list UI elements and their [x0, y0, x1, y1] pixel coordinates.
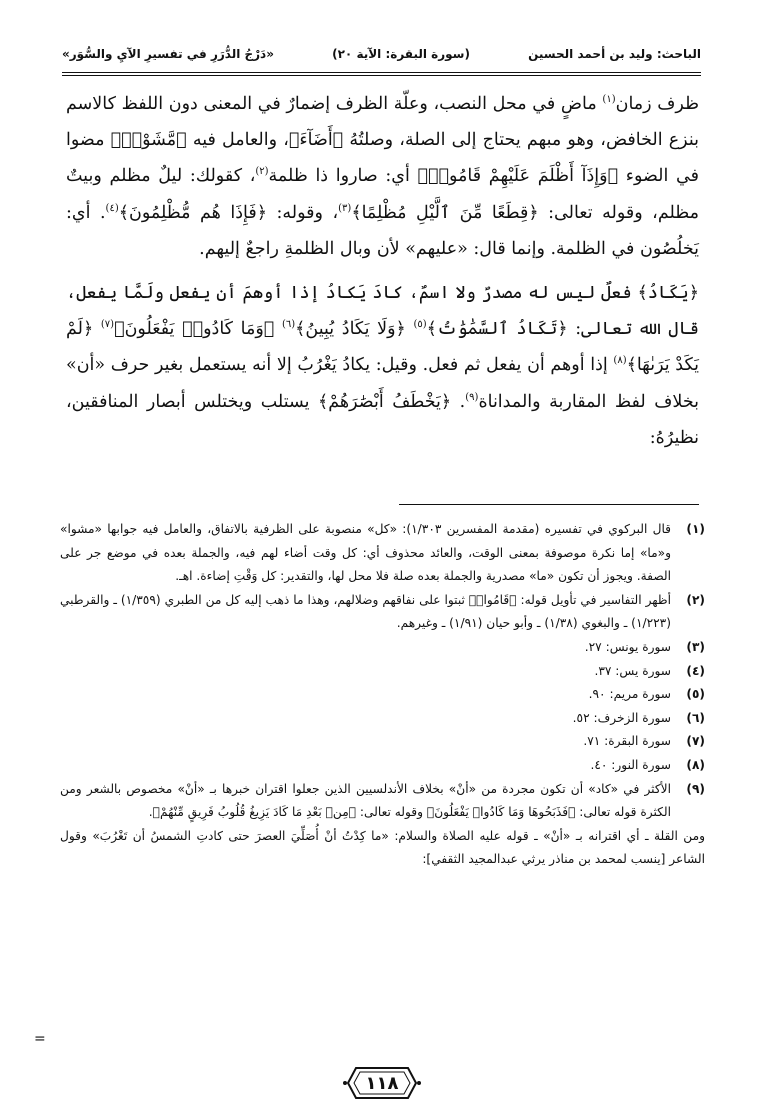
footnote: [60, 754, 705, 778]
footnote: [60, 730, 705, 754]
continuation-mark: =: [34, 1031, 46, 1047]
footnote-number: (٥): [686, 687, 705, 702]
footnote-ref-4[interactable]: (٤): [105, 202, 119, 214]
header-rule: [62, 72, 701, 76]
footnote-text: أظهر التفاسير في تأويل قوله: ﴿قَامُوا۟﴾ ثبتوا على نفاقهم وضلالهم، وهذا ما ذهب إليه كل من الطبري (١/٣٥٩) ـ والقرطبي (١/٢٢٣) ـ والبغوي (١/٣٨) ـ وأبو حيان (١/٩١) ـ وغيرهم.: [60, 592, 671, 631]
footnote: [60, 589, 705, 636]
footnote-divider: [399, 504, 699, 505]
footnote-text: سورة النور: ٤٠.: [590, 757, 671, 772]
footnote-text: الأكثر في «كاد» أن تكون مجردة من «أنْ» بخلاف الأندلسيين الذين جعلوا اقتران خبرها بـ «أنْ» مخصوص بالشعر ومن الكثرة قوله تعالى: ﴿فَذَبَحُوهَا وَمَا كَادُوا۟ يَفْعَلُونَ﴾ وقوله تعالى: ﴿مِنۢ بَعْدِ مَا كَادَ يَزِيغُ قُلُوبُ فَرِيقٍ مِّنْهُمْ﴾.: [60, 781, 671, 820]
footnote-text: سورة يونس: ٢٧.: [584, 639, 671, 654]
footnote-text: سورة الزخرف: ٥٢.: [572, 710, 671, 725]
footnote-number: (٤): [686, 663, 705, 678]
footnote-ref-2[interactable]: (٢): [255, 166, 269, 178]
footnote: [60, 636, 705, 660]
footnote-text: سورة مريم: ٩٠.: [588, 687, 671, 702]
footnote-ref-3[interactable]: (٣): [338, 202, 352, 214]
footnote: [60, 778, 705, 825]
footnote: [60, 518, 705, 589]
footnote-number: (٨): [686, 757, 705, 772]
footnote-ref-1[interactable]: (١): [602, 94, 616, 106]
footnote-text: قال البركوي في تفسيره (مقدمة المفسرين ١/٣٠٣): «كل» منصوبة على الظرفية بالاتفاق، والعامل فيه جوابها «مشوا» و«ما» إما نكرة موصوفة بمعنى الوقت، والعائد محذوف أي: كل وقت أضاء لهم فيه، والجملة بعده في موضع جر على الصفة. ويجوز أن تكون «ما» مصدرية والجملة بعده صلة فلا محل لها، والتقدير: كل وَقْتِ إضاءة. اهـ.: [60, 522, 671, 584]
footnote-text: سورة يس: ٣٧.: [594, 663, 671, 678]
paragraph-1: ظرف زمان$^{(١)}$ ماضٍ في محل النصب، وعلّة الظرف إضمارٌ في المعنى دون اللفظ كالاسم بنزع الخافض، وهو مبهم يحتاج إلى الصلة، وصلتُهُ ﴿أَضَآءَ﴾، والعامل فيه ﴿مَّشَوْا۟﴾ مضوا في الضوء ﴿وَإِذَآ أَظْلَمَ عَلَيْهِمْ قَامُوا۟﴾ أي: صاروا ذا ظلمة$^{(٢)}$، كقولك: ليلٌ مظلم وبيتٌ مظلم، وقوله تعالى: ﴿قِطَعًا مِّنَ ٱلَّيْلِ مُظْلِمًا﴾$^{(٣)}$، وقوله: ﴿فَإِذَا هُم مُّظْلِمُونَ﴾$^{(٤)}$. أي: يَخلُصُون في الظلمة. وإنما قال: «عليهم» لأن وبال الظلمةِ راجعٌ إليهم.: [66, 94, 700, 259]
footnote-number: (٩): [686, 781, 705, 796]
footnote-text: سورة البقرة: ٧١.: [583, 734, 671, 749]
footnote-ref-9[interactable]: (٩): [465, 391, 479, 403]
header-book-title: «دَرْجُ الدُّرَرِ في تفسيرِ الآيِ والسُّوَر»: [62, 47, 274, 61]
page-number-ornament: [342, 1060, 422, 1106]
footnote-ref-6[interactable]: (٦): [281, 319, 296, 331]
footnote: [60, 660, 705, 684]
page-number: ١١٨: [365, 1072, 399, 1094]
footnote-ref-5[interactable]: (٥): [413, 319, 427, 331]
footnote: [60, 707, 705, 731]
footnote-continuation: ومن القلة ـ أي اقترانه بـ «أنْ» ـ قوله عليه الصلاة والسلام: «ما كِدْتُ أنْ أُصَلِّيَ العصرَ حتى كادتِ الشمسُ أن تَغْرُبَ» وقول الشاعر [ينسب لمحمد بن مناذر يرثي عبدالمجيد الثقفي]:: [60, 828, 705, 867]
footnote-number: (١): [686, 522, 705, 536]
paragraph-2: ﴿يَكَادُ﴾ فعلٌ ليس له مصدرٌ ولا اسمٌ، كادَ يَكادُ إذا أوهمَ أن يفعل ولَمَّا يفعل، قال الله تعالى: ﴿تَكَادُ ٱلسَّمَٰوَٰتُ﴾$^{(٥)}$ ﴿وَلَا يَكَادُ يُبِينُ﴾$^{(٦)}$ ﴿وَمَا كَادُوا۟ يَفْعَلُونَ﴾$^{(٧)}$ ﴿لَمْ يَكَدْ يَرَىٰهَا﴾$^{(٨)}$ إذا أوهم أن يفعل ثم فعل. وقيل: يكادُ يَغْرُبُ إلا أنه يستعمل بغير حرف «أن» بخلاف لفظ المقاربة والمداناة$^{(٩)}$. ﴿يَخْطَفُ أَبْصَٰرَهُمْ﴾ يستلب ويختلس أبصار المنافقين، نظيرُهُ:: [66, 283, 699, 448]
footnote-number: (٢): [686, 592, 705, 607]
footnote-ref-8[interactable]: (٨): [613, 355, 627, 367]
footnote-number: (٣): [686, 639, 705, 654]
header-location: (سورة البقرة: الآية ٢٠): [332, 47, 470, 61]
footnote-number: (٧): [686, 734, 705, 749]
footnote-ref-7[interactable]: (٧): [100, 319, 115, 331]
footnote: [60, 683, 705, 707]
footnote-number: (٦): [686, 710, 705, 725]
footnotes: [60, 518, 705, 872]
header-author: الباحث: وليد بن أحمد الحسين: [528, 47, 701, 61]
main-text: [66, 86, 699, 456]
running-header: [62, 34, 701, 74]
